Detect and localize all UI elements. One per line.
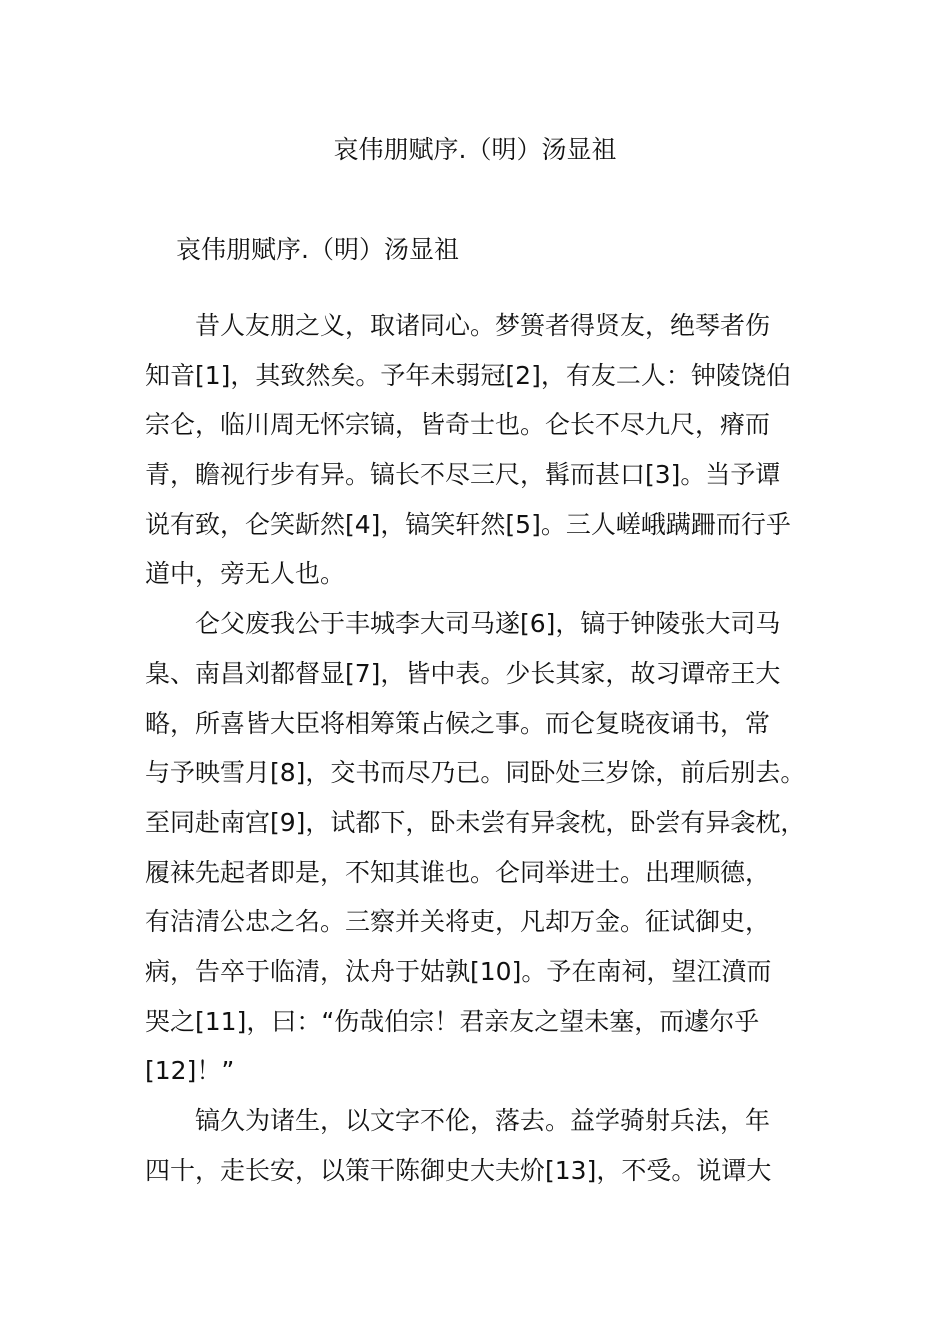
text-line: 知音[1]，其致然矣。予年未弱冠[2]，有友二人：钟陵饶伯	[145, 360, 791, 390]
document-title: 哀伟朋赋序.（明）汤显祖	[333, 135, 617, 164]
text-line: 哭之[11]，曰：“伤哉伯宗！君亲友之望未塞，而遽尔乎	[145, 1006, 760, 1036]
paragraph	[145, 1096, 810, 1195]
text-line: 略，所喜皆大臣将相筹策占候之事。而仑复晓夜诵书，常	[145, 708, 771, 738]
document-body	[145, 301, 810, 1195]
text-line: 履袜先起者即是，不知其谁也。仑同举进士。出理顺德，	[145, 857, 771, 887]
text-line: 有洁清公忠之名。三察并关将吏，凡却万金。征试御史，	[145, 907, 771, 937]
text-line: 臬、南昌刘都督显[7]，皆中表。少长其家，故习谭帝王大	[145, 658, 781, 688]
text-line: [12]！”	[145, 1056, 235, 1086]
text-line: 说有致，仑笑龂然[4]，镐笑轩然[5]。三人嵯峨蹒跚而行乎	[145, 509, 791, 539]
text-line: 仑父废我公于丰城李大司马遂[6]，镐于钟陵张大司马	[195, 609, 781, 639]
text-line: 镐久为诸生，以文字不伦，落去。益学骑射兵法，年	[195, 1106, 771, 1135]
paragraph	[145, 301, 810, 599]
text-line: 与予映雪月[8]，交书而尽乃已。同卧处三岁馀，前后别去。	[145, 758, 806, 788]
text-line: 昔人友朋之义，取诸同心。梦篑者得贤友，绝琴者伤	[195, 311, 771, 340]
text-line: 青，瞻视行步有异。镐长不尽三尺，髯而甚口[3]。当予谭	[145, 460, 781, 490]
paragraph	[145, 599, 810, 1096]
document-subtitle: 哀伟朋赋序.（明）汤显祖	[176, 235, 459, 264]
text-line: 至同赴南宫[9]，试都下，卧未尝有异衾枕，卧尝有异衾枕，	[145, 807, 806, 837]
text-line: 宗仑，临川周无怀宗镐，皆奇士也。仑长不尽九尺，瘠而	[145, 410, 771, 440]
text-line: 病，告卒于临清，汰舟于姑孰[10]。予在南祠，望江濆而	[145, 956, 772, 986]
text-line: 道中，旁无人也。	[145, 559, 346, 589]
text-line: 四十，走长安，以策干陈御史大夫炌[13]，不受。说谭大	[145, 1155, 772, 1185]
